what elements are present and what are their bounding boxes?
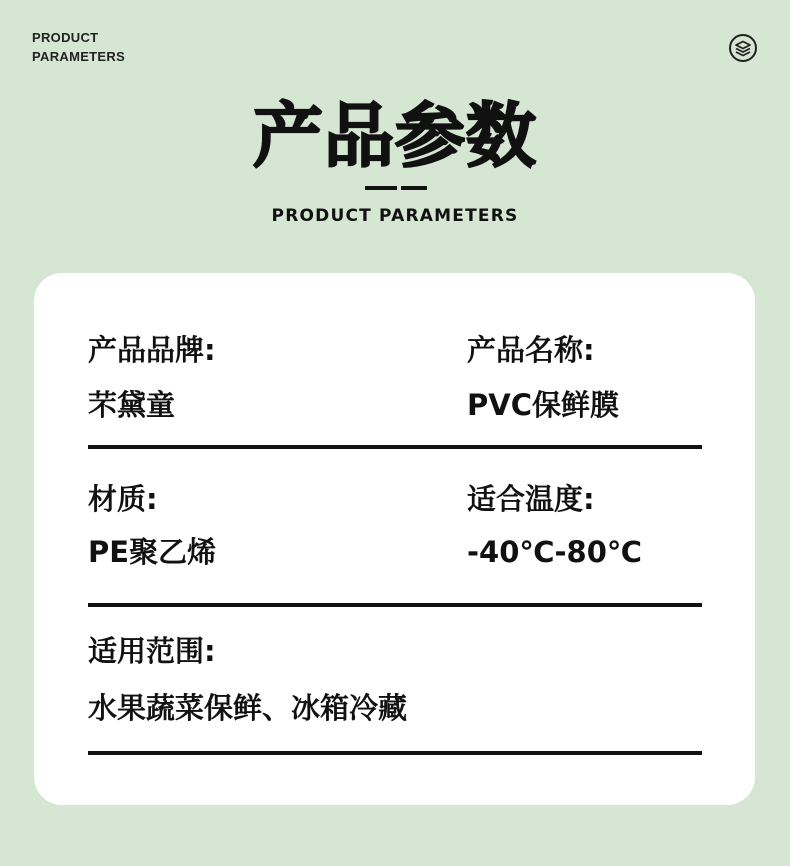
corner-label-line1: PRODUCT xyxy=(32,30,99,45)
material-value: PE聚乙烯 xyxy=(88,535,217,569)
divider xyxy=(88,751,702,755)
temperature-label: 适合温度: xyxy=(467,482,595,516)
product-name-value: PVC保鲜膜 xyxy=(467,388,619,422)
temperature-value: -40℃-80℃ xyxy=(467,535,643,569)
scope-label: 适用范围: xyxy=(88,634,216,668)
parameters-card xyxy=(34,273,755,805)
scope-value: 水果蔬菜保鲜、冰箱冷藏 xyxy=(88,691,408,725)
brand-value: 芣黛童 xyxy=(88,388,176,422)
divider xyxy=(88,603,702,607)
material-label: 材质: xyxy=(88,482,158,516)
layers-icon xyxy=(728,33,758,63)
brand-label: 产品品牌: xyxy=(88,333,216,367)
title-underline-right xyxy=(401,186,427,190)
product-name-label: 产品名称: xyxy=(467,333,595,367)
page-subtitle: PRODUCT PARAMETERS xyxy=(271,206,519,226)
page-title: 产品参数 xyxy=(253,95,537,177)
title-underline-left xyxy=(365,186,397,190)
divider xyxy=(88,445,702,449)
corner-label-line2: PARAMETERS xyxy=(32,49,126,64)
corner-label xyxy=(32,28,125,66)
